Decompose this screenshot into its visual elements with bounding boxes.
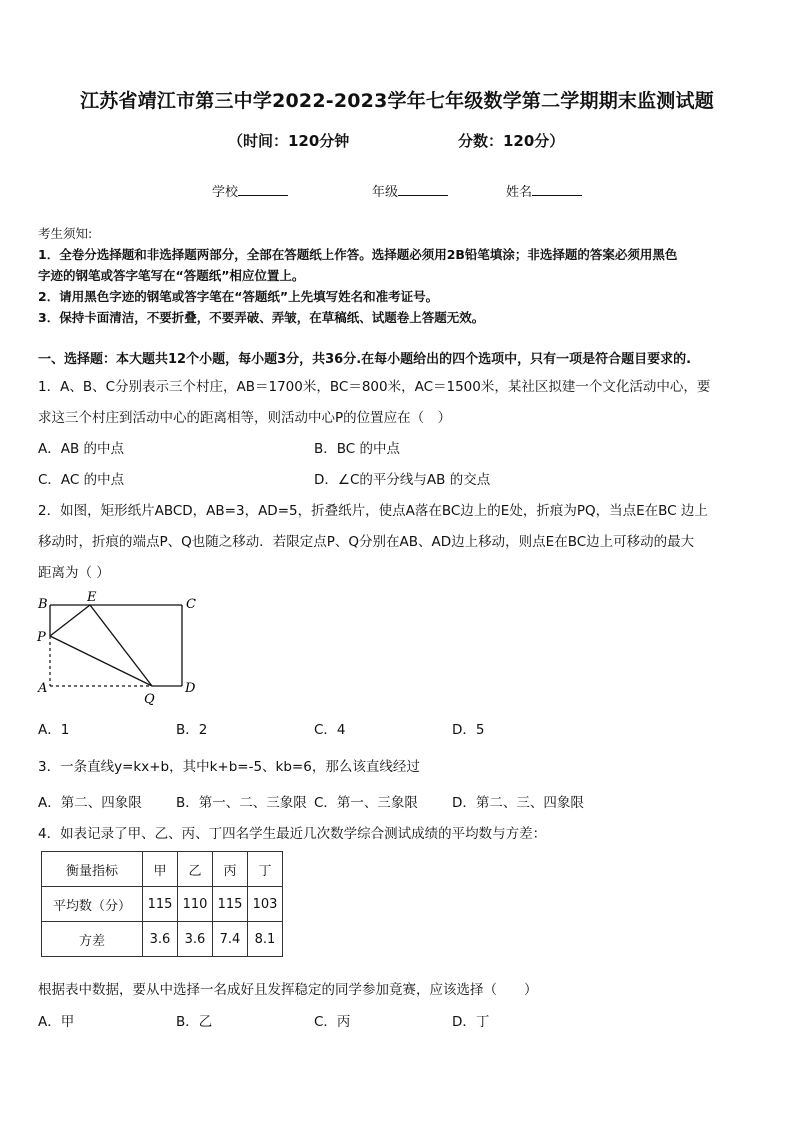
table-header-cell: 丁 [248, 852, 283, 887]
q4-question: 根据表中数据，要从中选择一名成好且发挥稳定的同学参加竟赛，应该选择（ ） [38, 982, 538, 998]
table-cell: 115 [143, 887, 178, 922]
table-cell: 110 [178, 887, 213, 922]
table-row [42, 887, 283, 922]
q1-option-b[interactable]: B．BC 的中点 [314, 441, 401, 457]
exam-score: 分数：120分） [458, 132, 565, 150]
grade-label: 年级 [372, 185, 399, 200]
label-e: E [87, 590, 97, 605]
q1-option-c[interactable]: C．AC 的中点 [38, 472, 125, 488]
q1-stem-line1: 1．A、B、C分别表示三个村庄，AB＝1700米，BC＝800米，AC＝1500米，某社区拟建一个文化活动中心，要 [38, 379, 711, 395]
q3-option-c[interactable]: C．第一、三象限 [314, 795, 418, 811]
segment-pe [50, 605, 90, 636]
segment-eq [90, 605, 152, 686]
name-label: 姓名 [506, 185, 533, 200]
school-field [212, 181, 288, 200]
q2-stem-line3: 距离为（ ） [38, 565, 110, 581]
label-a: A [38, 681, 48, 696]
q3-option-a[interactable]: A．第二、四象限 [38, 795, 142, 811]
table-cell: 平均数（分） [42, 887, 143, 922]
note-line: 1．全卷分选择题和非选择题两部分，全部在答题纸上作答。选择题必须用2B铅笔填涂；非选择题的答案必须用黑色 [38, 247, 678, 262]
q3-option-d[interactable]: D．第二、三、四象限 [452, 795, 584, 811]
label-q: Q [144, 692, 155, 706]
label-d: D [185, 681, 196, 696]
q4-option-a[interactable]: A．甲 [38, 1014, 75, 1030]
q1-stem-line2: 求这三个村庄到活动中心的距离相等，则活动中心P的位置应在（ ） [38, 410, 452, 426]
grade-field [372, 181, 448, 200]
q4-option-d[interactable]: D．丁 [452, 1014, 490, 1030]
q2-option-c[interactable]: C．4 [314, 722, 346, 738]
q2-option-d[interactable]: D．5 [452, 722, 485, 738]
label-c: C [186, 597, 196, 612]
note-line: 3．保持卡面清洁，不要折叠，不要弄破、弄皱，在草稿纸、试题卷上答题无效。 [38, 310, 485, 325]
q2-option-b[interactable]: B．2 [176, 722, 208, 738]
q4-stem: 4．如表记录了甲、乙、丙、丁四名学生最近几次数学综合测试成绩的平均数与方差： [38, 826, 547, 842]
note-line: 字迹的钢笔或答字笔写在“答题纸”相应位置上。 [38, 268, 305, 283]
table-cell: 103 [248, 887, 283, 922]
grade-blank[interactable] [398, 183, 448, 196]
table-header-cell: 甲 [143, 852, 178, 887]
scores-table [41, 851, 283, 957]
q1-option-d[interactable]: D．∠C的平分线与AB 的交点 [314, 472, 491, 488]
q3-stem: 3．一条直线y=kx+b，其中k+b=-5、kb=6，那么该直线经过 [38, 759, 420, 775]
table-cell: 8.1 [248, 922, 283, 957]
q2-figure [30, 588, 210, 706]
note-line: 2．请用黑色字迹的钢笔或答字笔在“答题纸”上先填写姓名和准考证号。 [38, 289, 439, 304]
table-cell: 方差 [42, 922, 143, 957]
table-header-cell: 丙 [213, 852, 248, 887]
q1-option-a[interactable]: A．AB 的中点 [38, 441, 125, 457]
label-p: P [37, 630, 46, 645]
q2-stem-line1: 2．如图，矩形纸片ABCD，AB=3，AD=5，折叠纸片，使点A落在BC边上的E处，折痕为PQ，当点E在BC 边上 [38, 503, 708, 519]
table-cell: 3.6 [178, 922, 213, 957]
name-field [506, 181, 582, 200]
q4-option-b[interactable]: B．乙 [176, 1014, 213, 1030]
table-header-row [42, 852, 283, 887]
q2-option-a[interactable]: A．1 [38, 722, 70, 738]
page-title: 江苏省靖江市第三中学2022-2023学年七年级数学第二学期期末监测试题 [80, 90, 714, 112]
name-blank[interactable] [532, 183, 582, 196]
school-label: 学校 [212, 185, 239, 200]
notes-heading: 考生须知: [38, 226, 93, 241]
table-cell: 7.4 [213, 922, 248, 957]
q2-stem-line2: 移动时，折痕的端点P、Q也随之移动．若限定点P、Q分别在AB、AD边上移动，则点E在BC边上可移动的最大 [38, 534, 695, 550]
section-heading: 一、选择题：本大题共12个小题，每小题3分，共36分.在每小题给出的四个选项中，只有一项是符合题目要求的. [38, 352, 692, 367]
exam-time: （时间：120分钟 [228, 132, 350, 150]
table-cell: 3.6 [143, 922, 178, 957]
label-b: B [38, 597, 48, 612]
table-header-cell: 乙 [178, 852, 213, 887]
crease-pq [50, 636, 152, 686]
table-header-cell: 衡量指标 [42, 852, 143, 887]
school-blank[interactable] [238, 183, 288, 196]
q3-option-b[interactable]: B．第一、二、三象限 [176, 795, 307, 811]
table-row [42, 922, 283, 957]
q4-option-c[interactable]: C．丙 [314, 1014, 351, 1030]
table-cell: 115 [213, 887, 248, 922]
